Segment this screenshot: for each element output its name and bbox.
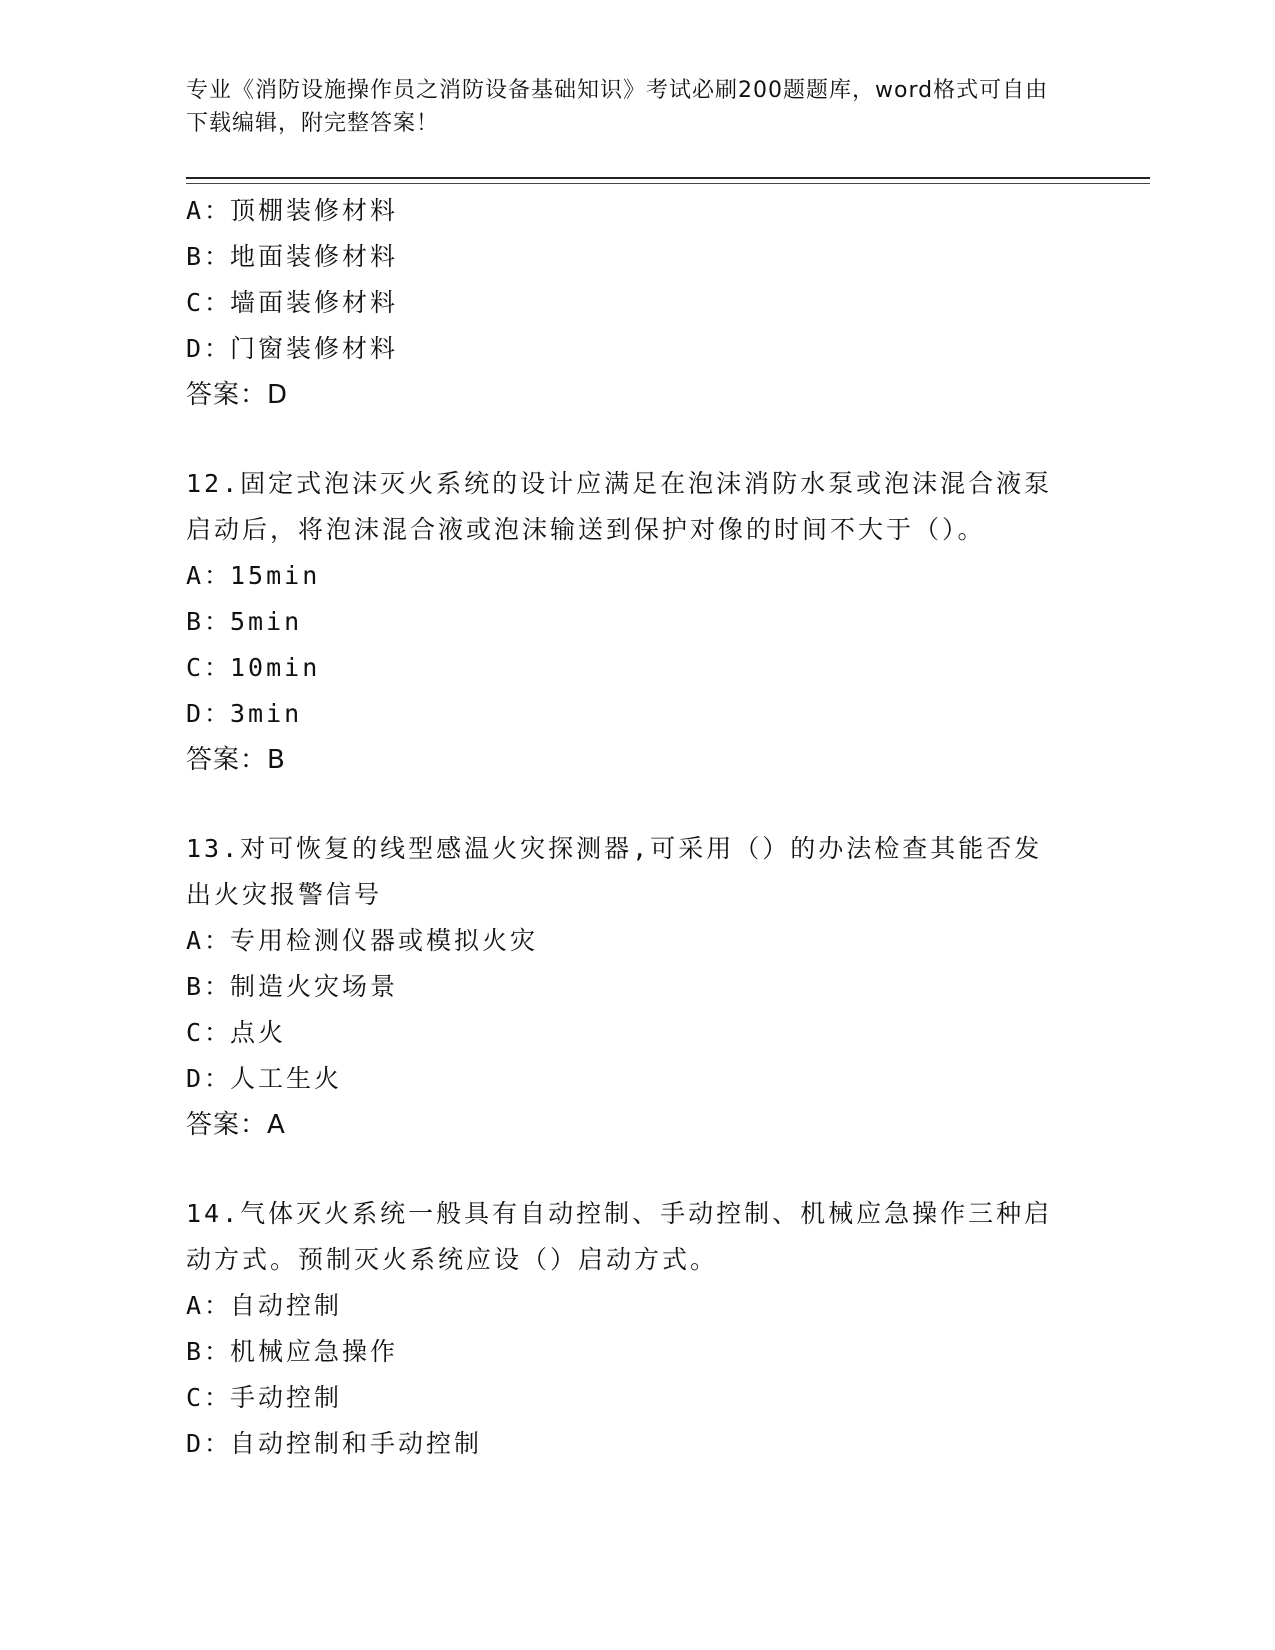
question-12 bbox=[186, 461, 1086, 783]
question-stem-line: 启动后，将泡沫混合液或泡沫输送到保护对像的时间不大于（）。 bbox=[186, 515, 986, 544]
option-text: 制造火灾场景 bbox=[230, 972, 399, 1001]
question-stem-line: 14.气体灭火系统一般具有自动控制、手动控制、机械应急操作三种启 bbox=[186, 1199, 1053, 1228]
option-text: 墙面装修材料 bbox=[230, 288, 399, 317]
question-stem-line: 12.固定式泡沫灭火系统的设计应满足在泡沫消防水泵或泡沫混合液泵 bbox=[186, 469, 1053, 498]
option-letter: A： bbox=[186, 196, 233, 225]
option-b bbox=[186, 234, 1086, 280]
option-letter: B： bbox=[186, 607, 233, 636]
option-text: 5min bbox=[230, 607, 303, 636]
option-letter: D： bbox=[186, 334, 233, 363]
question-13 bbox=[186, 826, 1086, 1148]
option-a bbox=[186, 188, 1086, 234]
option-text: 人工生火 bbox=[230, 1064, 343, 1093]
question-list bbox=[186, 188, 1086, 1467]
question-stem bbox=[186, 1191, 1086, 1283]
option-letter: D： bbox=[186, 1064, 233, 1093]
option-a bbox=[186, 553, 1086, 599]
header-divider-thick bbox=[186, 177, 1150, 179]
option-text: 手动控制 bbox=[230, 1383, 343, 1412]
option-text: 地面装修材料 bbox=[230, 242, 399, 271]
option-text: 顶棚装修材料 bbox=[230, 196, 399, 225]
question-stem bbox=[186, 461, 1086, 553]
answer-line: 答案：A bbox=[186, 1110, 286, 1140]
option-letter: A： bbox=[186, 1291, 233, 1320]
question-spacer bbox=[186, 418, 1086, 461]
option-letter: C： bbox=[186, 288, 233, 317]
option-b bbox=[186, 964, 1086, 1010]
option-letter: B： bbox=[186, 1337, 233, 1366]
option-c bbox=[186, 280, 1086, 326]
option-text: 专用检测仪器或模拟火灾 bbox=[230, 926, 539, 955]
question-stem-line: 13.对可恢复的线型感温火灾探测器,可采用（）的办法检查其能否发 bbox=[186, 834, 1043, 863]
question-14 bbox=[186, 1191, 1086, 1467]
option-letter: C： bbox=[186, 1383, 233, 1412]
option-c bbox=[186, 645, 1086, 691]
question-stem-line: 动方式。预制灭火系统应设（）启动方式。 bbox=[186, 1245, 719, 1274]
option-a bbox=[186, 1283, 1086, 1329]
option-text: 点火 bbox=[230, 1018, 287, 1047]
question-stem-line: 出火灾报警信号 bbox=[186, 880, 383, 909]
option-letter: A： bbox=[186, 926, 233, 955]
option-c bbox=[186, 1375, 1086, 1421]
option-text: 自动控制和手动控制 bbox=[230, 1429, 483, 1458]
option-d bbox=[186, 326, 1086, 372]
option-b bbox=[186, 1329, 1086, 1375]
option-a bbox=[186, 918, 1086, 964]
option-d bbox=[186, 1421, 1086, 1467]
answer-line: 答案：D bbox=[186, 380, 289, 410]
option-letter: B： bbox=[186, 972, 233, 1001]
question-11 bbox=[186, 188, 1086, 418]
option-b bbox=[186, 599, 1086, 645]
option-letter: D： bbox=[186, 699, 233, 728]
header-divider-thin bbox=[186, 183, 1150, 184]
option-text: 15min bbox=[230, 561, 321, 590]
option-letter: C： bbox=[186, 1018, 233, 1047]
option-d bbox=[186, 1056, 1086, 1102]
question-spacer bbox=[186, 783, 1086, 826]
option-text: 门窗装修材料 bbox=[230, 334, 399, 363]
option-c bbox=[186, 1010, 1086, 1056]
document-header: 专业《消防设施操作员之消防设备基础知识》考试必刷200题题库，word格式可自由下载编辑，附完整答案！ bbox=[186, 78, 1049, 136]
option-text: 10min bbox=[230, 653, 321, 682]
option-letter: C： bbox=[186, 653, 233, 682]
option-letter: B： bbox=[186, 242, 233, 271]
option-text: 3min bbox=[230, 699, 303, 728]
option-letter: A： bbox=[186, 561, 233, 590]
option-text: 机械应急操作 bbox=[230, 1337, 399, 1366]
answer-line: 答案：B bbox=[186, 745, 286, 775]
option-text: 自动控制 bbox=[230, 1291, 343, 1320]
question-stem bbox=[186, 826, 1086, 918]
option-letter: D： bbox=[186, 1429, 233, 1458]
question-spacer bbox=[186, 1148, 1086, 1191]
option-d bbox=[186, 691, 1086, 737]
